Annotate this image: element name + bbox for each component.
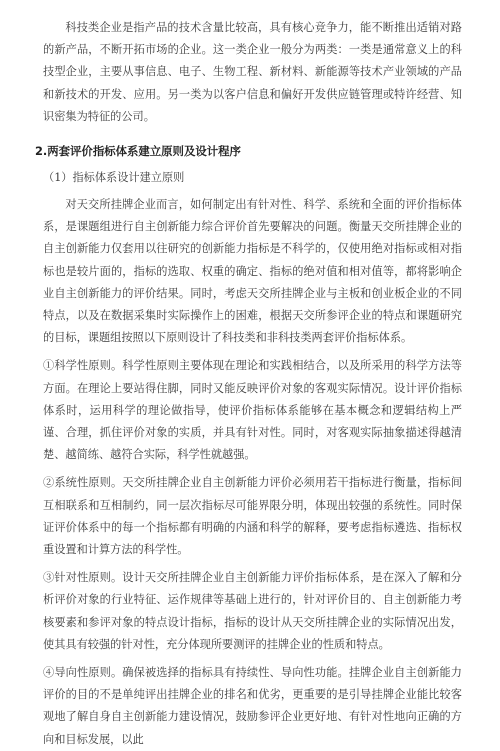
subsection-heading: （1）指标体系设计建立原则	[43, 171, 185, 185]
principle-scientific: ①科学性原则。科学性原则主要体现在理论和实践相结合，以及所采用的科学方法等方面。在理论上要站得住脚，同时又能反映评价对象的客观实际情况。设计评价指标体系时，运用科学的理论做指导，使评价指标体系能够在基本概念和逻辑结构上严谨、合理，抓住评价对象的实质，并具有针对性。同时，对客观实际抽象描述得越清楚、越简练、越符合实际，科学性就越强。	[43, 359, 462, 462]
intro-paragraph: 科技类企业是指产品的技术含量比较高，具有核心竞争力，能不断推出适销对路的新产品，不断开拓市场的企业。这一类企业一般分为两类：一类是通常意义上的科技型企业，主要从事信息、电子、生物工程、新材料、新能源等技术产业领域的产品和新技术的开发、应用。另一类为以客户信息和偏好开发供应链管理或特许经营、知识密集为特征的公司。	[43, 21, 462, 123]
principle-systematic: ②系统性原则。天交所挂牌企业自主创新能力评价必须用若干指标进行衡量，指标间互相联系和互相制约，同一层次指标尽可能界限分明，体现出较强的系统性。同时保证评价体系中的每一个指标都有明确的内涵和科学的解释，要考虑指标遴选、指标权重设置和计算方法的科学性。	[43, 476, 462, 557]
principle-guiding: ④导向性原则。确保被选择的指标具有持续性、导向性功能。挂牌企业自主创新能力评价的目的不是单纯评出挂牌企业的排名和优劣，更重要的是引导挂牌企业能比较客观地了解自身自主创新能力建设情况，鼓励参评企业更好地、有针对性地向正确的方向和目标发展，以此	[43, 666, 462, 746]
main-paragraph: 对天交所挂牌企业而言，如何制定出有针对性、科学、系统和全面的评价指标体系，是课题组进行自主创新能力综合评价首先要解决的问题。衡量天交所挂牌企业的自主创新能力仅套用以往研究的创新能力指标是不科学的，仅使用绝对指标或相对指标也是较片面的，指标的选取、权重的确定、指标的绝对值和相对值等，都将影响企业自主创新能力的评价结果。同时，考虑天交所挂牌企业与主板和创业板企业的不同特点，以及在数据采集时实际操作上的困难，根据天交所参评企业的特点和课题研究的目标，课题组按照以下原则设计了科技类和非科技类两套评价指标体系。	[43, 198, 462, 345]
principle-targeted: ③针对性原则。设计天交所挂牌企业自主创新能力评价指标体系，是在深入了解和分析评价对象的行业特征、运作规律等基础上进行的，针对评价目的、自主创新能力考核要素和参评对象的特点设计指标，指标的设计从天交所挂牌企业的实际情况出发，使其具有较强的针对性，充分体现所要测评的挂牌企业的性质和特点。	[43, 571, 462, 651]
section-heading: 2.两套评价指标体系建立原则及设计程序	[35, 144, 241, 159]
